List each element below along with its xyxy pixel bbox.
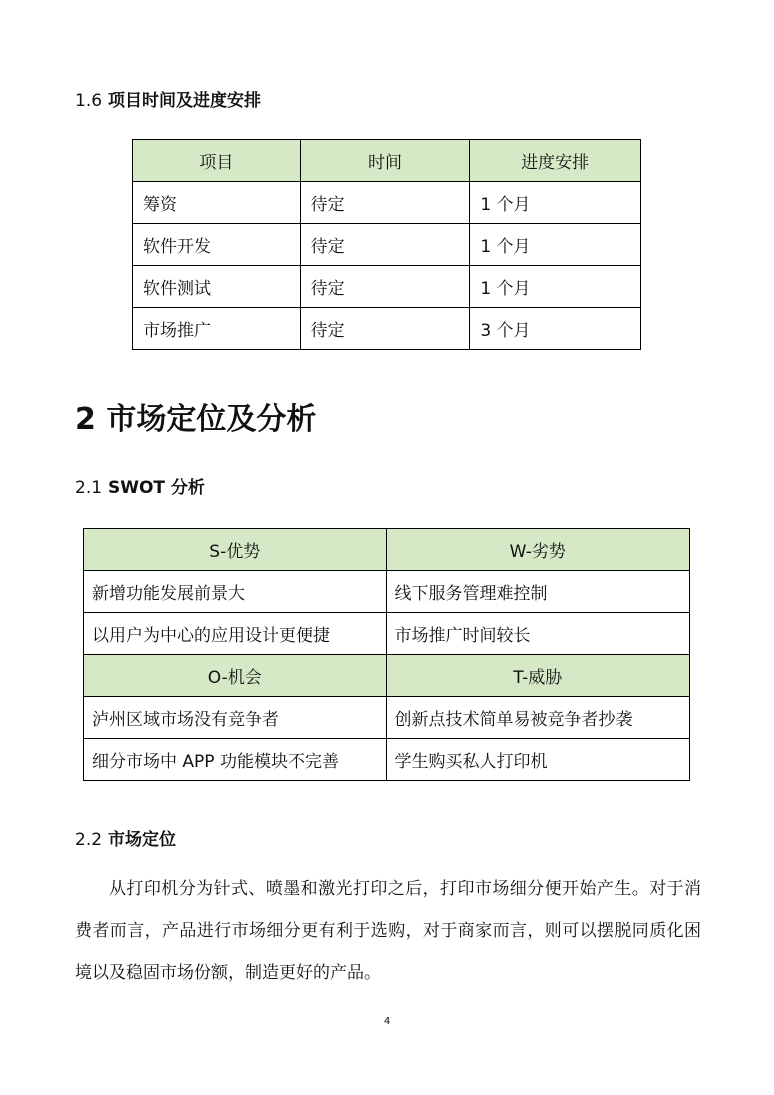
table-header-row [133, 140, 641, 182]
table-row [84, 739, 690, 781]
section-number: 2.2 [75, 830, 103, 850]
table-cell: 1 个月 [470, 182, 641, 224]
table-row [133, 266, 641, 308]
page-number: 4 [383, 1016, 391, 1027]
schedule-table [132, 139, 641, 350]
table-cell: 筹资 [133, 182, 301, 224]
swot-header-row [84, 655, 690, 697]
weakness-cell: 市场推广时间较长 [386, 613, 690, 655]
section-title: 市场定位 [107, 830, 176, 850]
table-row [84, 571, 690, 613]
header-cell-project: 项目 [133, 140, 301, 182]
swot-header-row [84, 529, 690, 571]
threats-header: T-威胁 [386, 655, 690, 697]
opportunity-cell: 泸州区域市场没有竞争者 [84, 697, 387, 739]
header-cell-time: 时间 [300, 140, 470, 182]
market-positioning-paragraph: 从打印机分为针式、喷墨和激光打印之后，打印市场细分便开始产生。对于消费者而言，产品进行市场细分更有利于选购，对于商家而言，则可以摆脱同质化困境以及稳固市场份额，制造更好的产品。 [75, 879, 701, 983]
table-row [84, 613, 690, 655]
threat-cell: 学生购买私人打印机 [386, 739, 690, 781]
table-cell: 3 个月 [470, 308, 641, 350]
section-heading-1-6 [75, 86, 261, 111]
section-heading-2-1 [75, 473, 205, 498]
chapter-heading-2 [75, 394, 316, 438]
header-cell-schedule: 进度安排 [470, 140, 641, 182]
strength-cell: 以用户为中心的应用设计更便捷 [84, 613, 387, 655]
section-title: SWOT 分析 [107, 478, 205, 498]
table-cell: 待定 [300, 224, 470, 266]
strength-cell: 新增功能发展前景大 [84, 571, 387, 613]
table-row [133, 182, 641, 224]
swot-table [83, 528, 690, 781]
opportunity-cell: 细分市场中 APP 功能模块不完善 [84, 739, 387, 781]
strengths-header: S-优势 [84, 529, 387, 571]
chapter-number: 2 [75, 402, 96, 437]
section-number: 2.1 [75, 478, 103, 498]
table-cell: 待定 [300, 182, 470, 224]
section-number: 1.6 [75, 91, 103, 111]
table-cell: 软件开发 [133, 224, 301, 266]
weaknesses-header: W-劣势 [386, 529, 690, 571]
table-row [133, 224, 641, 266]
section-heading-2-2 [75, 825, 176, 850]
table-cell: 市场推广 [133, 308, 301, 350]
section-title: 项目时间及进度安排 [107, 91, 261, 111]
table-cell: 待定 [300, 308, 470, 350]
threat-cell: 创新点技术简单易被竞争者抄袭 [386, 697, 690, 739]
opportunities-header: O-机会 [84, 655, 387, 697]
chapter-title: 市场定位及分析 [106, 402, 317, 437]
weakness-cell: 线下服务管理难控制 [386, 571, 690, 613]
table-row [133, 308, 641, 350]
table-cell: 待定 [300, 266, 470, 308]
table-cell: 1 个月 [470, 224, 641, 266]
table-cell: 1 个月 [470, 266, 641, 308]
table-cell: 软件测试 [133, 266, 301, 308]
table-row [84, 697, 690, 739]
